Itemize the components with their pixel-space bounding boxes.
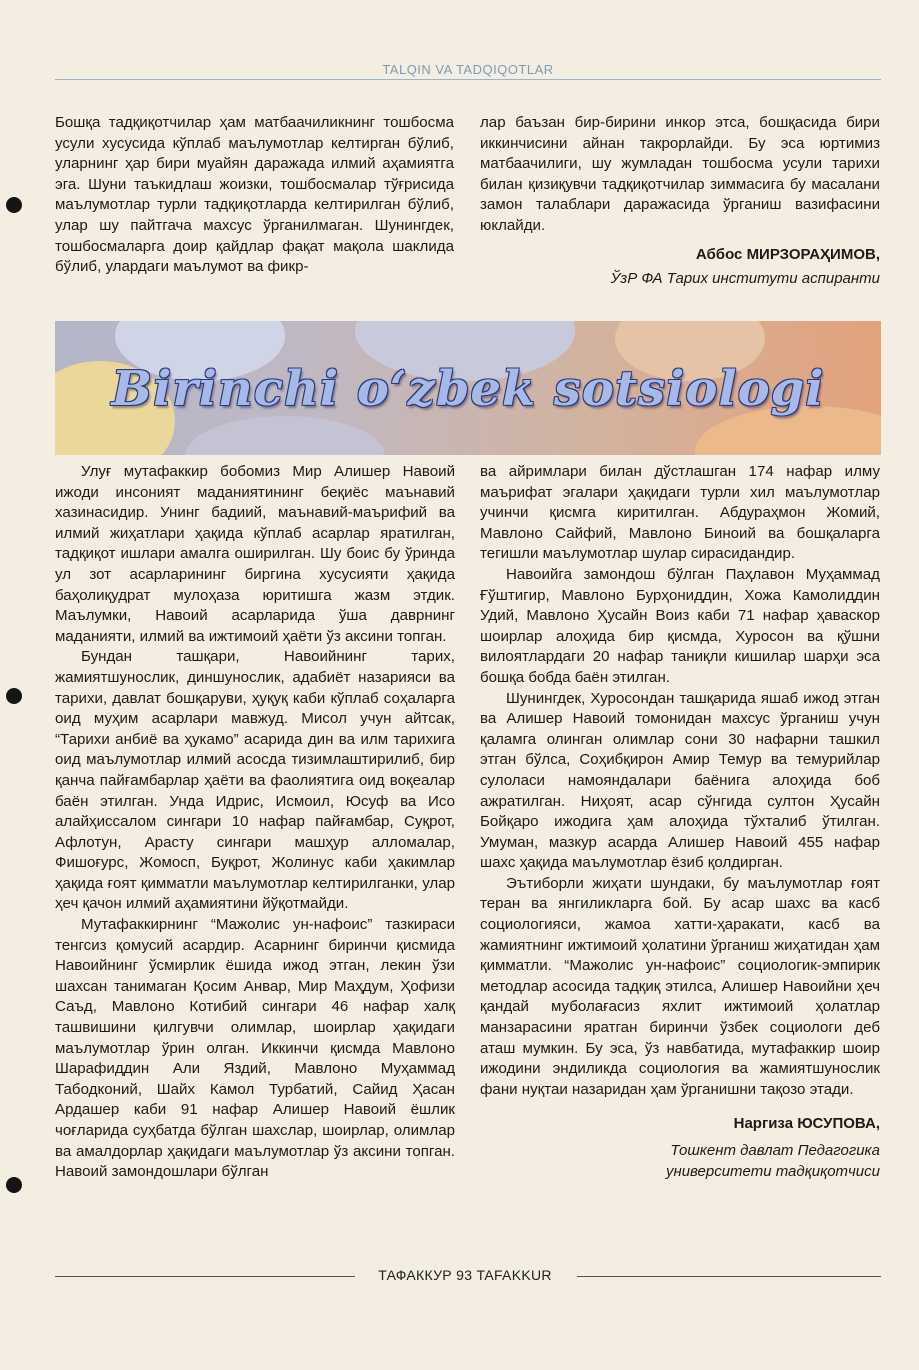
punch-hole bbox=[6, 1177, 22, 1193]
author-given-name: Аббос bbox=[695, 245, 743, 263]
author-surname: МИРЗОРАҲИМОВ bbox=[746, 245, 876, 263]
article2-paragraph: Бундан ташқари, Навоийнинг тарих, жамиятшунослик, диншунослик, адабиёт назарияси ва тарихи, давлат бошқаруви, ҳуқуқ каби кўплаб соҳаларга оид муҳим асарлари мавжуд. Мисол учун айтсак, “Тарихи анбиё ва ҳукамо” асарида дин ва илм тарихига оид маълумотлар илмий асосда тизимлаштирилиб, бир қанча пайғамбарлар ҳаёти ва фаолиятига оид воқеалар баён этилган. Унда Идрис, Исмоил, Юсуф ва Исо алайҳиссалом сингари 10 нафар пайғамбар, Суқрот, Афлотун, Арасту сингари машҳур алломалар, Фишоғурс, Жомосп, Буқрот, Жолинус каби ҳакимлар ҳақида ғоят қимматли маълумотлар келтирилганки, улар ҳеч қачон илмий аҳамиятини йўқотмайди. bbox=[55, 648, 455, 913]
article2-paragraph: Шунингдек, Хуросондан ташқарида яшаб ижод этган ва Алишер Навоий томонидан махсус ўрганиш учун қаламга олинган олимлар сони 30 нафарни ташкил этган бўлса, Соҳибқирон Амир Темур ва темурийлар сулоласи намояндалари баёнига алоҳида боб ажратилган. Ниҳоят, асар сўнгида султон Ҳусайн Бойқаро ижодига ҳам алоҳида тўхталиб ўтилган. Умуман, мазкур асарда Алишер Навоий 455 нафар шахс ҳақида маълумотлар ёзиб қолдирган. bbox=[480, 689, 880, 872]
article-banner bbox=[55, 321, 881, 455]
article2-affiliation-line2: университети тадқиқотчиси bbox=[665, 1162, 880, 1180]
header-rule bbox=[55, 79, 881, 80]
footer-rule-left bbox=[55, 1276, 355, 1277]
article1-signature bbox=[480, 245, 880, 290]
punch-hole bbox=[6, 197, 22, 213]
article1-left-text: Бошқа тадқиқотчилар ҳам матбаачиликнинг тошбосма усули хусусида кўплаб маълумотлар келтирган бўлиб, уларнинг ҳар бири муайян даражада илмий аҳамиятга эга. Шуни таъкидлаш жоизки, тошбосмалар тўғрисида маълумотлар турли тадқиқотларда келтирилган бўлиб, улар шу пайтгача махсус ўрганилмаган. Шунингдек, тошбосмаларга доир қайдлар фақат мақола шаклида бўлиб, улардаги маълумот ва фикр- bbox=[55, 114, 454, 276]
article1-right-text: лар баъзан бир-бирини инкор этса, бошқасида бири иккинчисини айнан такрорлайди. Бу эса юртимиз матбаачилиги, шу жумладан тошбосма усули тарихи билан қизиқувчи тадқиқотчилар зиммасига бу масалани замон талаблари даражасида ўрганиш вазифасини юклайди. bbox=[480, 114, 880, 234]
article2-paragraph: ва айримлари билан дўстлашган 174 нафар илму маърифат эгалари ҳақидаги турли хил маълумотлар учинчи қисмга киритилган. Абдураҳмон Жомий, Мавлоно Сайфий, Мавлоно Биноий ва бошқаларга тегишли маълумотлар шулар сирасидандир. bbox=[480, 463, 880, 563]
author-given-name: Наргиза bbox=[733, 1115, 794, 1133]
article2-affiliation-line1: Тошкент давлат Педагогика bbox=[670, 1142, 880, 1159]
article2-left-column bbox=[55, 462, 455, 1183]
article2-paragraph: Мутафаккирнинг “Мажолис ун-нафоис” тазкираси тенгсиз қомусий асардир. Асарнинг биринчи қисмида Навоийнинг ўсмирлик ёшида ижод этган, лекин ўзи шахсан танимаган Қосим Анвар, Мир Маҳдум, Ҳофизи Саъд, Мавлоно Котибий сингари 46 нафар халқ ташвишини қилгувчи олимлар, шоирлар ҳақидаги маълумотлар ўрин олган. Иккинчи қисмда Мавлоно Шарафиддин Али Яздий, Мавлоно Муҳаммад Табодконий, Шайх Камол Турбатий, Сайид Ҳасан Ардашер каби 91 нафар Алишер Навоий ёшлик чоғларида суҳбатда бўлган шахслар, шоирлар, олимлар ва амалдорлар ҳақидаги маълумотлар ўз аксини топган. Навоий замондошлари бўлган bbox=[55, 916, 455, 1181]
article1-left-column bbox=[55, 113, 454, 278]
page-number: 93 bbox=[456, 1267, 473, 1283]
article2-paragraph: Улуғ мутафаккир бобомиз Мир Алишер Навоий ижоди инсоният маданиятининг беқиёс маънавий хазинасидир. Унинг бадиий, маънавий-маърифий ва илмий жиҳатлари ҳақида кўплаб асарлар яратилган, тадқиқот ишлари амалга оширилган. Шу боис бу ўринда ул зот асарларининг биргина хусусияти ҳақида баҳолиқудрат мулоҳаза юритишга жазм этдик. Маълумки, Навоий асарларида ўша даврнинг маданияти, илмий ва ижтимоий ҳаёти ўз аксини топган. bbox=[55, 463, 455, 645]
article2-signature bbox=[480, 1114, 880, 1182]
footer-rule-right bbox=[577, 1276, 881, 1277]
author-surname: ЮСУПОВА bbox=[797, 1115, 876, 1133]
article1-right-column bbox=[480, 113, 880, 290]
article2-author: Наргиза ЮСУПОВА, bbox=[733, 1115, 880, 1133]
article-title: Birinchi o‘zbek sotsiologi bbox=[111, 361, 825, 417]
punch-hole bbox=[6, 688, 22, 704]
running-header: TALQIN VA TADQIQOTLAR bbox=[382, 62, 554, 77]
article1-affiliation: ЎзР ФА Тарих институти аспиранти bbox=[610, 270, 880, 288]
article2-paragraph: Эътиборли жиҳати шундаки, бу маълумотлар ғоят теран ва янгиликларга бой. Бу асар шахс ва касб социологияси, жамоа хатти-ҳаракати, касб ва жамиятнинг ижтимоий ҳолатини ўрганиш жиҳатидан ҳам қимматли. “Мажолис ун-нафоис” социологик-эмпирик методлар асосида тадқиқ этилса, Алишер Навоийни ҳеч қандай муболағасиз яхлит ижтимоий ҳолатлар манзарасини яратган биринчи ўзбек социологи деб аташ мумкин. Бу эса, ўз навбатида, мутафаккир шоир ижодини эндиликда социология ва жамиятшунослик фани нуқтаи назаридан ҳам ўрганишни тақозо этади. bbox=[480, 874, 880, 1098]
footer-magazine-name: ТАФАККУР bbox=[378, 1267, 452, 1283]
article1-author: Аббос МИРЗОРАҲИМОВ, bbox=[695, 245, 880, 263]
footer-magazine-name-latin: TAFAKKUR bbox=[476, 1267, 552, 1283]
banner-shape bbox=[185, 416, 385, 455]
article2-paragraph: Навоийга замондош бўлган Паҳлавон Муҳаммад Ғўштигир, Мавлоно Бурҳониддин, Хожа Камолиддин Удий, Мавлоно Ҳусайн Воиз каби 71 нафар ҳаваскор шоирлар алоҳида бир қисмда, Хуросон ва қўшни вилоятлардаги 20 нафар таниқли кишилар шарҳи эса бошқа бобда баён этилган. bbox=[480, 565, 880, 686]
footer bbox=[355, 1267, 575, 1283]
article2-right-column bbox=[480, 462, 880, 1182]
